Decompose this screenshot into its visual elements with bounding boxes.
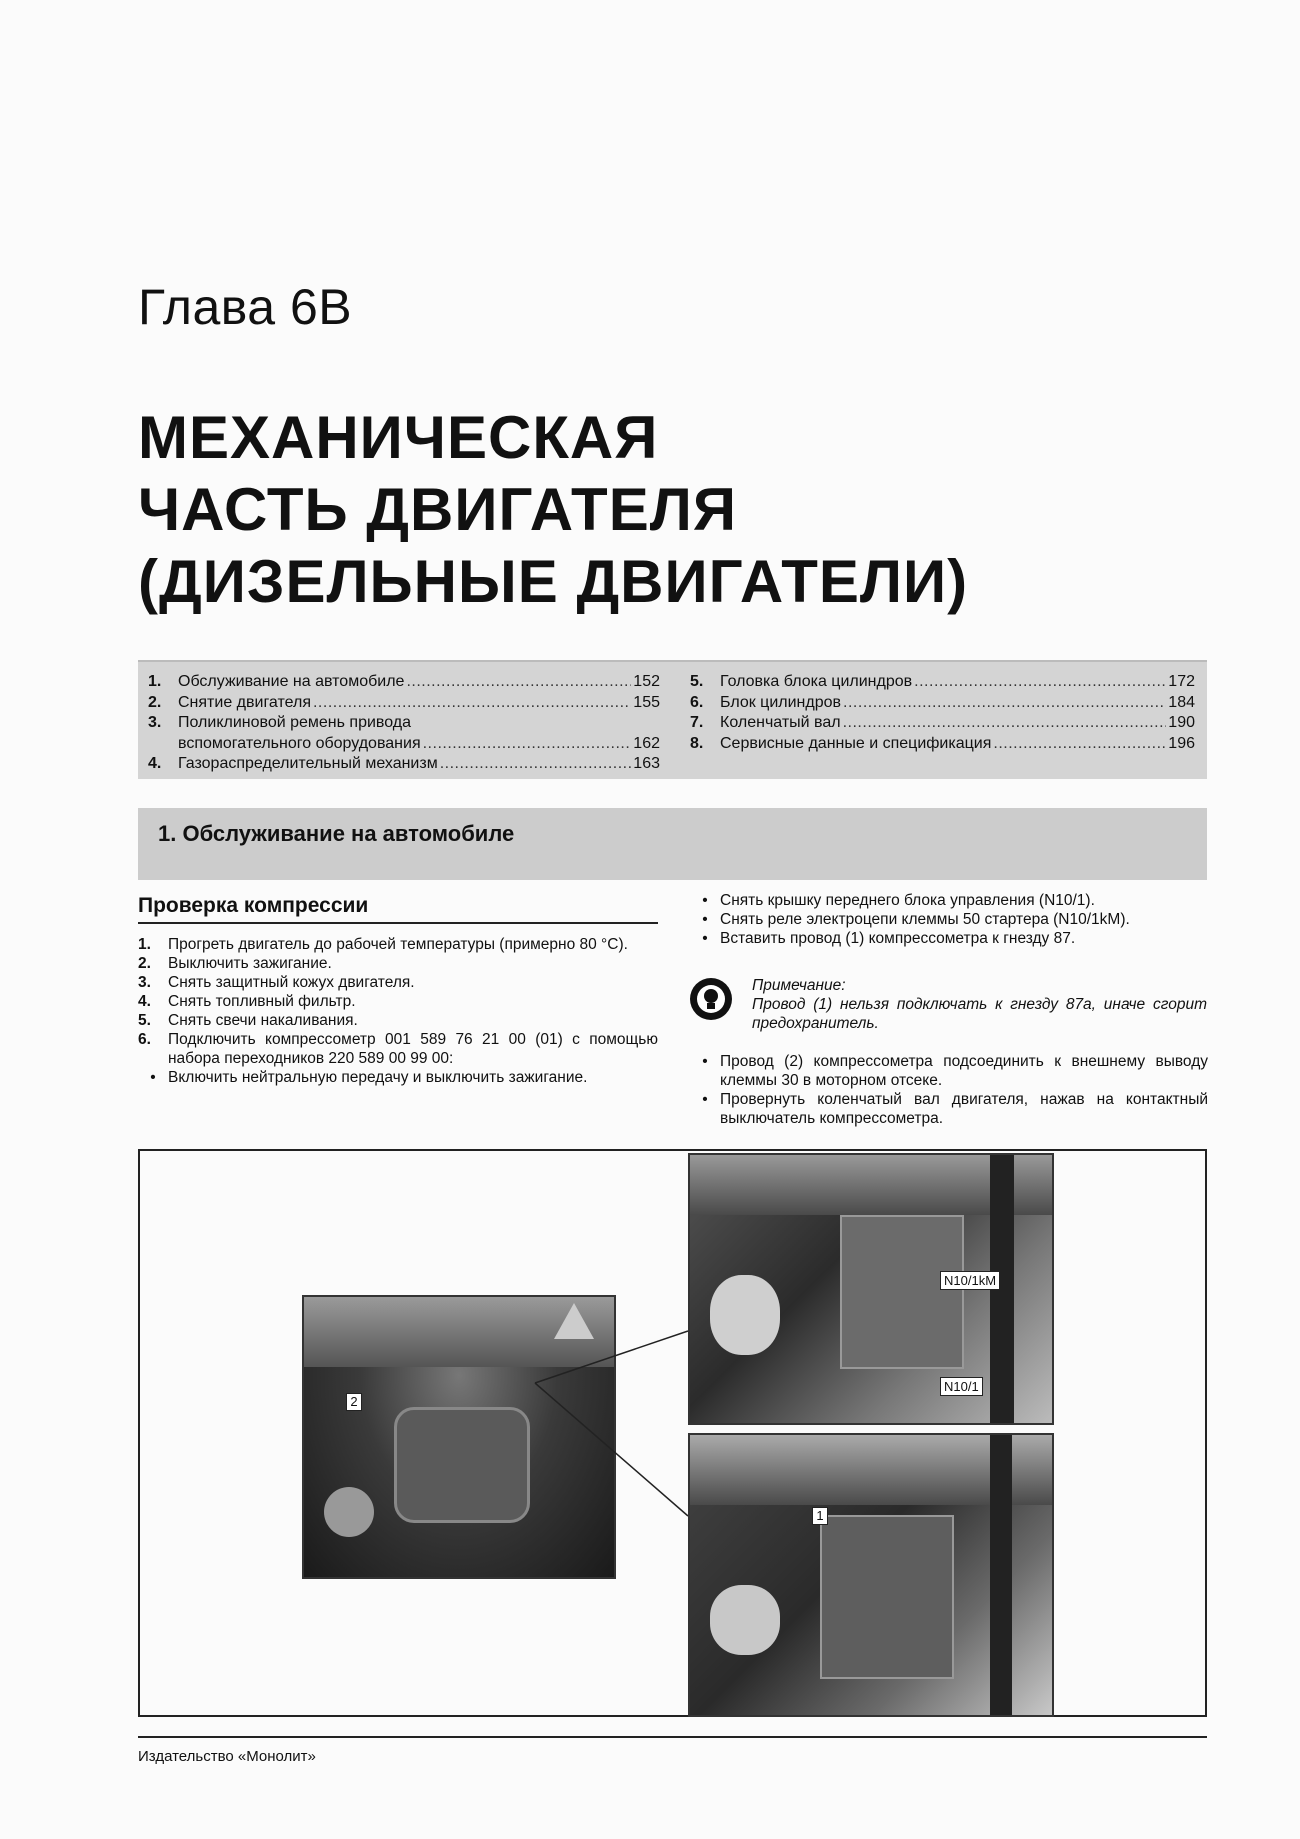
toc-item-label: Обслуживание на автомобиле (178, 673, 405, 690)
step-number: 5. (138, 1012, 151, 1029)
step-text: Снять топливный фильтр. (168, 993, 356, 1010)
step-text: Подключить компрессометр 001 589 76 21 00 (01) с помощью набора переходников 220 589 00 99 00: (168, 1031, 658, 1067)
bullet-icon: • (702, 930, 708, 947)
toc-column-right (690, 672, 1195, 754)
toc-item (690, 693, 1195, 714)
bullet-icon: • (702, 1053, 708, 1070)
step-item (138, 1011, 658, 1030)
step-item (138, 992, 658, 1011)
publisher-footer: Издательство «Монолит» (138, 1748, 316, 1765)
figure-panel (138, 1149, 1207, 1717)
toc-item-number: 5. (690, 673, 704, 690)
toc-item-label: Газораспределительный механизм (178, 755, 438, 772)
fuse-box-photo-top (688, 1153, 1054, 1425)
step-text: Снять защитный кожух двигателя. (168, 974, 415, 991)
step-number: 1. (138, 936, 151, 953)
callout-label: N10/1 (940, 1377, 983, 1396)
bullet-icon: • (150, 1069, 156, 1086)
step-number: 3. (138, 974, 151, 991)
title-line: МЕХАНИЧЕСКАЯ (138, 404, 659, 471)
bullet-text: Провернуть коленчатый вал двигателя, нажав на контактный выключатель компрессометра. (720, 1091, 1208, 1127)
chapter-label: Глава 6В (138, 279, 353, 335)
toc-item (148, 693, 660, 714)
toc-item-number: 4. (148, 755, 162, 772)
callout-label: 2 (346, 1393, 362, 1411)
toc-column-left (148, 672, 660, 775)
toc-leader-dots (993, 734, 1166, 755)
toc-item-label: Поликлиновой ремень привода (178, 714, 412, 731)
bullet-item (138, 1068, 658, 1087)
bullet-list-right (690, 891, 1208, 948)
step-number: 6. (138, 1031, 151, 1048)
toc-item (148, 754, 660, 775)
callout-label: N10/1kM (940, 1271, 1000, 1290)
toc-item-number: 6. (690, 693, 704, 711)
step-text: Снять свечи накаливания. (168, 1012, 358, 1029)
toc-item (690, 734, 1195, 755)
toc-item (690, 672, 1195, 693)
toc-item-label: Головка блока цилиндров (720, 673, 913, 690)
toc-item-page: 152 (633, 673, 660, 690)
note-heading: Примечание: (752, 977, 846, 994)
bullet-icon: • (702, 892, 708, 909)
lightbulb-icon (690, 978, 732, 1020)
toc-item-page: 155 (633, 693, 660, 711)
note-block (752, 976, 1207, 1033)
toc-item-page: 184 (1168, 693, 1195, 711)
bullet-item (690, 929, 1208, 948)
toc-leader-dots (843, 693, 1166, 714)
bullet-icon: • (702, 911, 708, 928)
bullet-item (690, 1090, 1208, 1128)
procedure-steps (138, 935, 658, 1087)
fuse-box-photo-bottom (688, 1433, 1054, 1717)
toc-item (148, 713, 660, 734)
callout-label: 1 (812, 1507, 828, 1525)
table-of-contents (138, 660, 1207, 779)
step-item (138, 954, 658, 973)
step-item (138, 1030, 658, 1068)
subsection-underline (138, 922, 658, 924)
bullet-text: Снять крышку переднего блока управления (N10/1). (720, 892, 1095, 909)
toc-leader-dots (440, 754, 632, 775)
note-text: Провод (1) нельзя подключать к гнезду 87а, иначе сгорит предохранитель. (752, 996, 1207, 1032)
bullet-item (690, 1052, 1208, 1090)
bullet-text: Вставить провод (1) компрессометра к гнезду 87. (720, 930, 1076, 947)
toc-item-page: 163 (633, 755, 660, 772)
toc-item-page: 172 (1168, 673, 1195, 690)
toc-item-number: 1. (148, 673, 162, 690)
bullet-list-right-2 (690, 1052, 1208, 1128)
footer-divider (138, 1736, 1207, 1738)
toc-item-continued (148, 734, 660, 755)
toc-leader-dots (843, 713, 1167, 734)
step-number: 2. (138, 955, 151, 972)
toc-leader-dots (423, 734, 632, 755)
toc-item-number: 8. (690, 734, 704, 752)
step-number: 4. (138, 993, 151, 1010)
toc-item-label: Сервисные данные и спецификация (720, 734, 992, 752)
toc-item-page: 190 (1168, 714, 1195, 731)
bullet-icon: • (702, 1091, 708, 1108)
toc-item-number: 7. (690, 714, 704, 731)
bullet-text: Провод (2) компрессометра подсоединить к внешнему выводу клеммы 30 в моторном отсеке. (720, 1053, 1208, 1089)
step-item (138, 935, 658, 954)
bullet-text: Включить нейтральную передачу и выключить зажигание. (168, 1069, 588, 1086)
bullet-item (690, 910, 1208, 929)
toc-item (148, 672, 660, 693)
toc-item-page: 196 (1168, 734, 1195, 752)
toc-leader-dots (313, 693, 631, 714)
toc-item-label: Снятие двигателя (178, 693, 311, 711)
bullet-item (690, 891, 1208, 910)
toc-item-label: вспомогательного оборудования (178, 734, 421, 752)
toc-item-label: Блок цилиндров (720, 693, 842, 711)
toc-item-label: Коленчатый вал (720, 714, 841, 731)
section-title: 1. Обслуживание на автомобиле (158, 821, 515, 846)
toc-item-number: 2. (148, 693, 162, 711)
chapter-title (138, 402, 968, 618)
toc-item-number: 3. (148, 714, 162, 731)
toc-item (690, 713, 1195, 734)
title-line: ЧАСТЬ ДВИГАТЕЛЯ (138, 476, 737, 543)
section-header (138, 808, 1207, 880)
subsection-title: Проверка компрессии (138, 894, 369, 917)
toc-leader-dots (914, 672, 1166, 693)
bullet-text: Снять реле электроцепи клеммы 50 стартера (N10/1kM). (720, 911, 1130, 928)
toc-leader-dots (406, 672, 631, 693)
step-item (138, 973, 658, 992)
step-text: Прогреть двигатель до рабочей температуры (примерно 80 °С). (168, 936, 628, 953)
step-text: Выключить зажигание. (168, 955, 332, 972)
title-line: (ДИЗЕЛЬНЫЕ ДВИГАТЕЛИ) (138, 548, 969, 615)
toc-item-page: 162 (633, 734, 660, 752)
